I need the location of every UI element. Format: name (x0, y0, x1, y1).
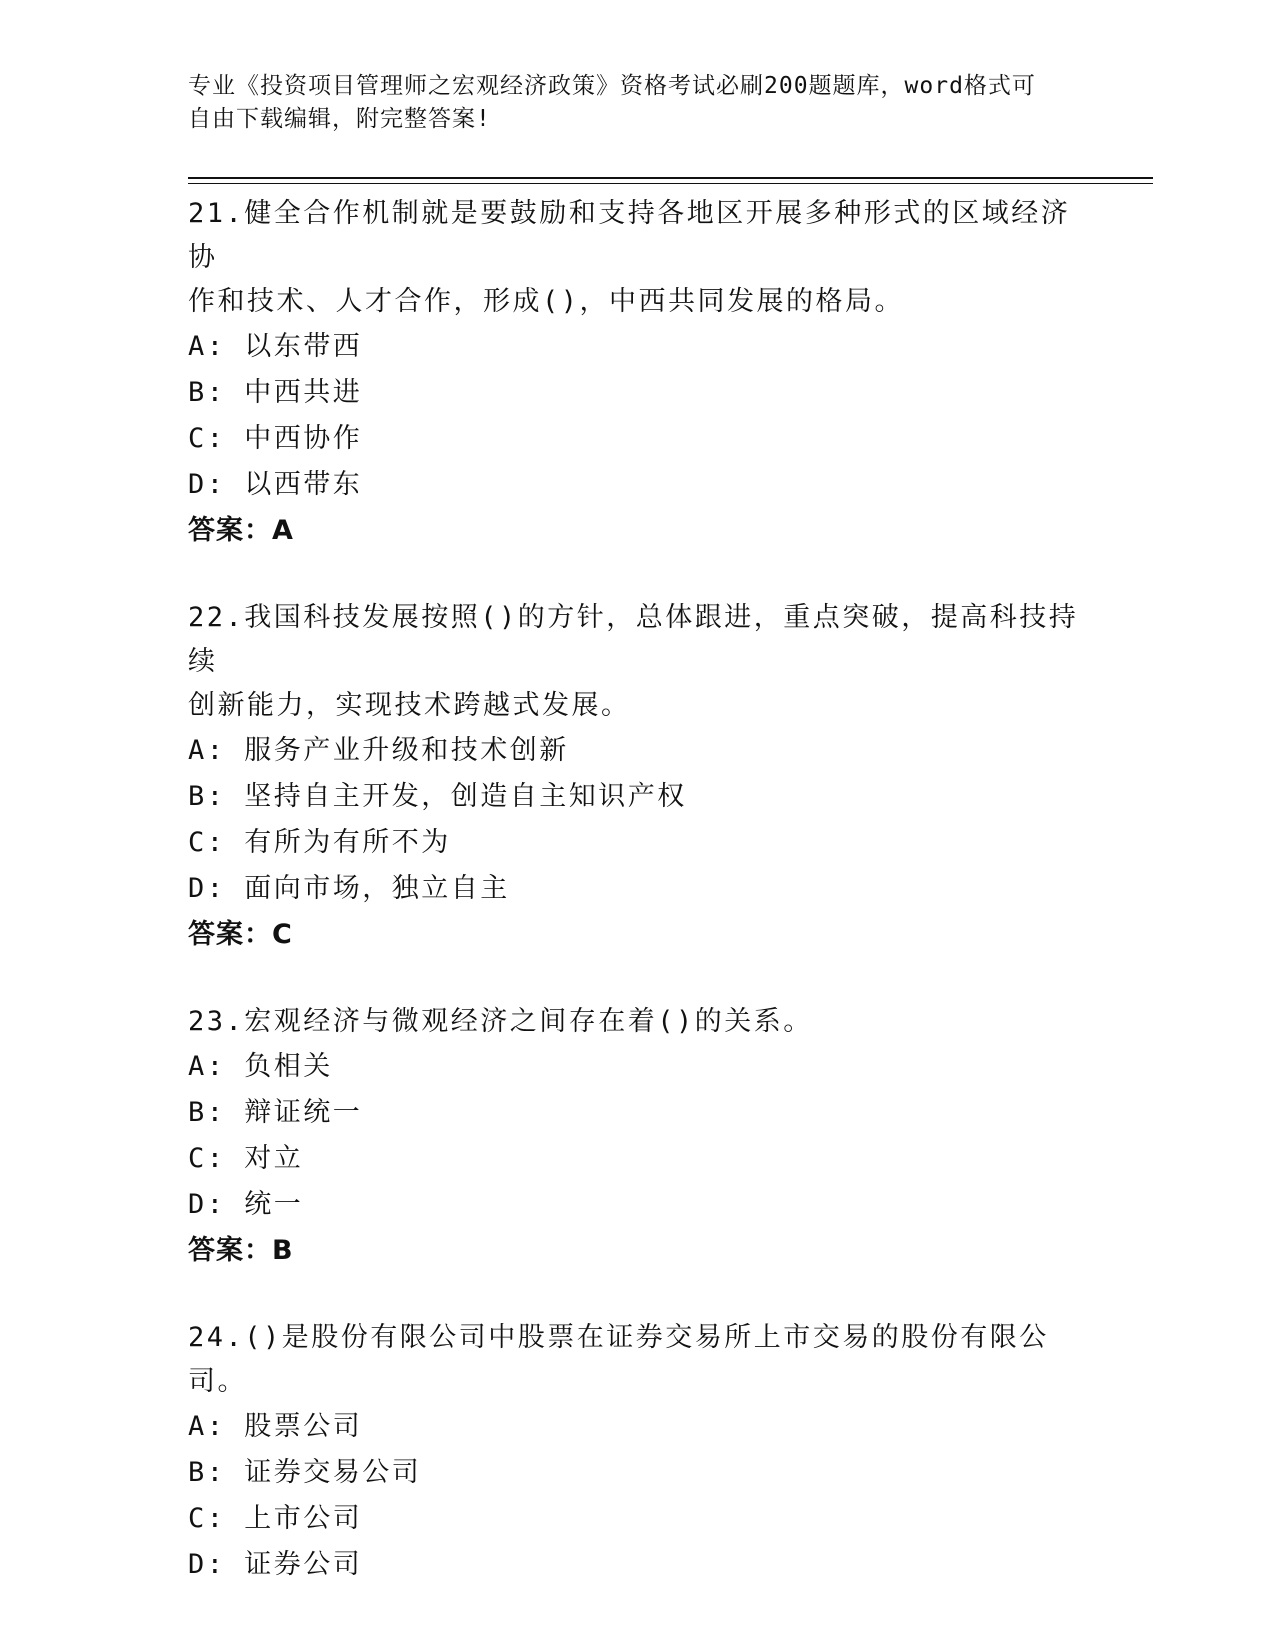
question-stem (188, 192, 1088, 324)
option-b: B: 中西共进 (188, 377, 363, 408)
option-a: A: 负相关 (188, 1051, 333, 1082)
header-divider-thin (188, 183, 1153, 184)
question-stem (188, 596, 1088, 728)
question-stem (188, 1000, 1088, 1044)
header-divider-thick (188, 177, 1153, 179)
question-list (188, 192, 1088, 1631)
question-stem-line-2: 创新能力，实现技术跨越式发展。 (188, 690, 631, 721)
question-stem-line-1: 23.宏观经济与微观经济之间存在着()的关系。 (188, 1006, 813, 1037)
question-stem-line-1: 22.我国科技发展按照()的方针，总体跟进，重点突破，提高科技持续 (188, 602, 1079, 677)
option-a: A: 以东带西 (188, 331, 363, 362)
question-stem-line-1: 24.()是股份有限公司中股票在证券交易所上市交易的股份有限公司。 (188, 1322, 1049, 1397)
answer: 答案：B (188, 1235, 294, 1266)
option-b: B: 辩证统一 (188, 1097, 363, 1128)
option-d: D: 统一 (188, 1189, 304, 1220)
option-c: C: 对立 (188, 1143, 304, 1174)
answer: 答案：A (188, 515, 294, 546)
question-24 (188, 1316, 1088, 1588)
question-21 (188, 192, 1088, 553)
option-b: B: 证券交易公司 (188, 1457, 422, 1488)
document-header (188, 70, 1068, 136)
question-stem-line-1: 21.健全合作机制就是要鼓励和支持各地区开展多种形式的区域经济协 (188, 198, 1071, 273)
option-a: A: 股票公司 (188, 1411, 363, 1442)
question-23 (188, 1000, 1088, 1273)
header-line-1: 专业《投资项目管理师之宏观经济政策》资格考试必刷200题题库，word格式可 (188, 73, 1036, 99)
option-d: D: 以西带东 (188, 469, 363, 500)
option-c: C: 有所为有所不为 (188, 827, 451, 858)
option-d: D: 证券公司 (188, 1549, 363, 1580)
option-b: B: 坚持自主开发，创造自主知识产权 (188, 781, 687, 812)
answer: 答案：C (188, 919, 293, 950)
option-c: C: 中西协作 (188, 423, 363, 454)
option-c: C: 上市公司 (188, 1503, 363, 1534)
option-a: A: 服务产业升级和技术创新 (188, 735, 569, 766)
question-22 (188, 596, 1088, 957)
option-d: D: 面向市场，独立自主 (188, 873, 510, 904)
question-stem-line-2: 作和技术、人才合作，形成()，中西共同发展的格局。 (188, 286, 905, 317)
question-stem (188, 1316, 1088, 1404)
header-line-2: 自由下载编辑，附完整答案! (188, 106, 491, 132)
